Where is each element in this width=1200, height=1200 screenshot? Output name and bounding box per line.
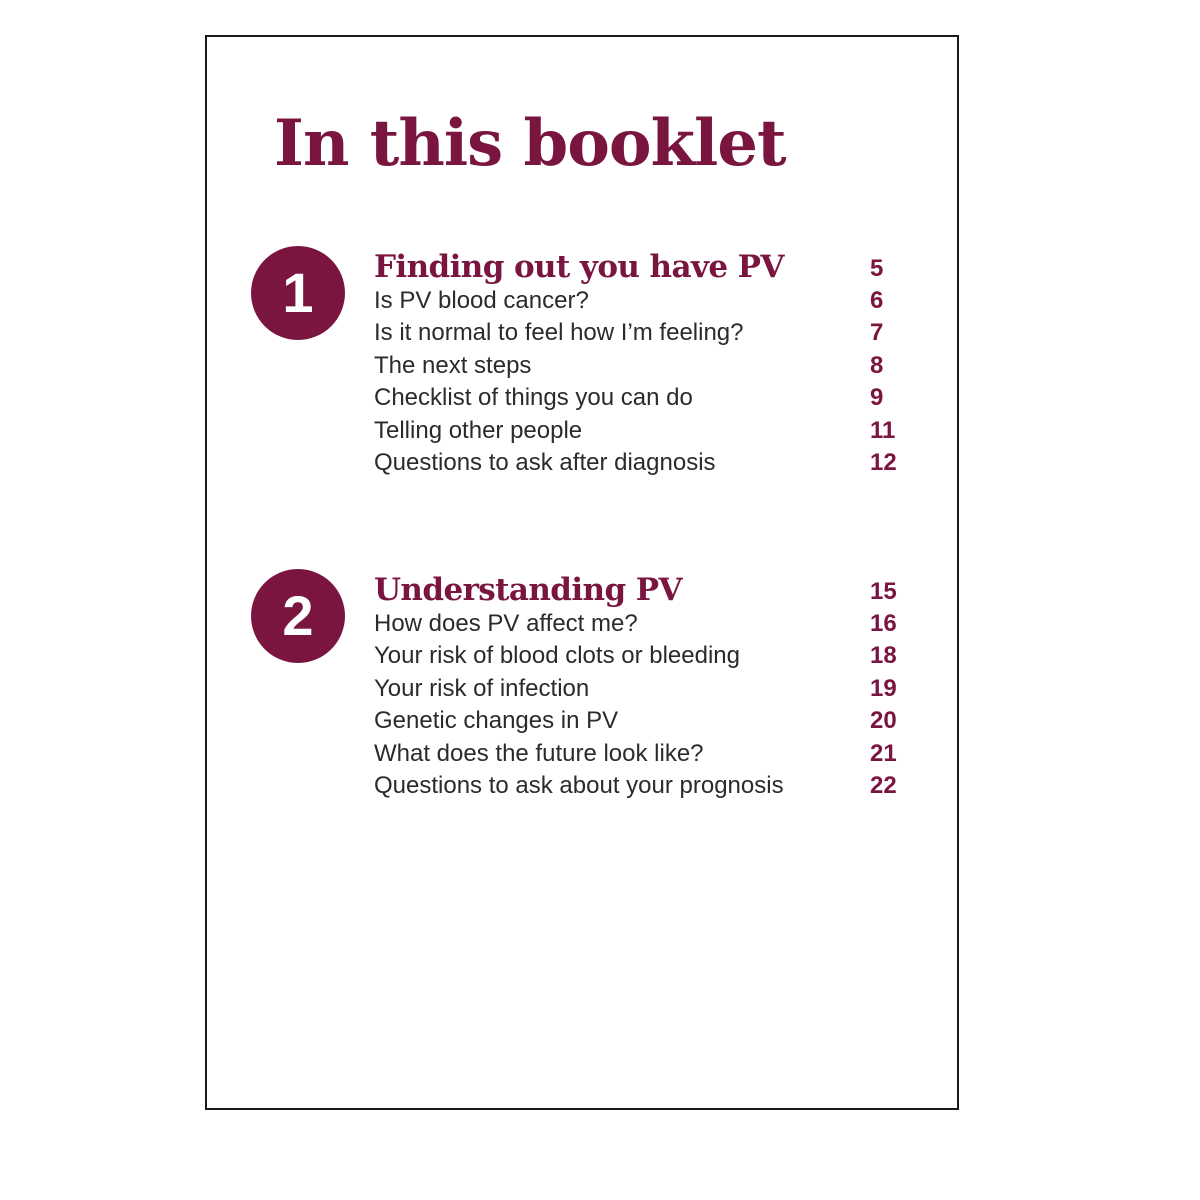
contents-section-1 (251, 246, 911, 486)
section-page-number: 15 (870, 578, 897, 605)
contents-item[interactable] (374, 640, 914, 672)
contents-item-label: Your risk of blood clots or bleeding (374, 642, 740, 670)
section-page-number: 5 (870, 255, 884, 282)
contents-item-page: 6 (870, 287, 884, 314)
contents-item-label: Your risk of infection (374, 674, 590, 702)
section-number-badge: 1 (251, 246, 345, 340)
contents-item[interactable] (374, 738, 914, 770)
contents-item[interactable] (374, 608, 914, 640)
contents-item[interactable] (374, 350, 914, 382)
contents-item[interactable] (374, 285, 914, 317)
contents-item-label: Questions to ask after diagnosis (374, 448, 716, 476)
section-heading: Understanding PV (374, 572, 682, 608)
contents-item-page: 9 (870, 384, 884, 412)
contents-item-page: 7 (870, 319, 884, 347)
contents-item-page: 8 (870, 351, 884, 379)
contents-item-page: 18 (870, 642, 897, 670)
contents-item[interactable] (374, 415, 914, 447)
contents-item-label: Is it normal to feel how I’m feeling? (374, 319, 744, 347)
contents-item-page: 21 (870, 739, 897, 767)
contents-item-label: Genetic changes in PV (374, 707, 619, 735)
contents-item-label: Telling other people (374, 416, 583, 444)
contents-item[interactable] (374, 705, 914, 737)
contents-item[interactable] (374, 447, 914, 479)
contents-item-page: 19 (870, 674, 897, 702)
contents-item[interactable] (374, 673, 914, 705)
contents-list (374, 608, 914, 802)
contents-item[interactable] (374, 317, 914, 349)
contents-item-label: What does the future look like? (374, 739, 704, 767)
contents-item[interactable] (374, 382, 914, 414)
contents-item-label: Questions to ask about your prognosis (374, 771, 784, 799)
contents-item-label: How does PV affect me? (374, 610, 638, 637)
contents-item-page: 11 (870, 416, 896, 444)
contents-section-2 (251, 569, 911, 809)
contents-list (374, 285, 914, 479)
page-title: In this booklet (274, 106, 786, 181)
contents-item-label: Is PV blood cancer? (374, 287, 589, 314)
contents-item-page: 12 (870, 448, 897, 476)
contents-item-page: 20 (870, 707, 897, 735)
contents-item-page: 22 (870, 771, 897, 799)
contents-item[interactable] (374, 770, 914, 802)
contents-item-label: Checklist of things you can do (374, 384, 693, 412)
contents-item-label: The next steps (374, 351, 532, 379)
section-number-badge: 2 (251, 569, 345, 663)
section-heading: Finding out you have PV (374, 249, 784, 285)
contents-item-page: 16 (870, 610, 897, 637)
